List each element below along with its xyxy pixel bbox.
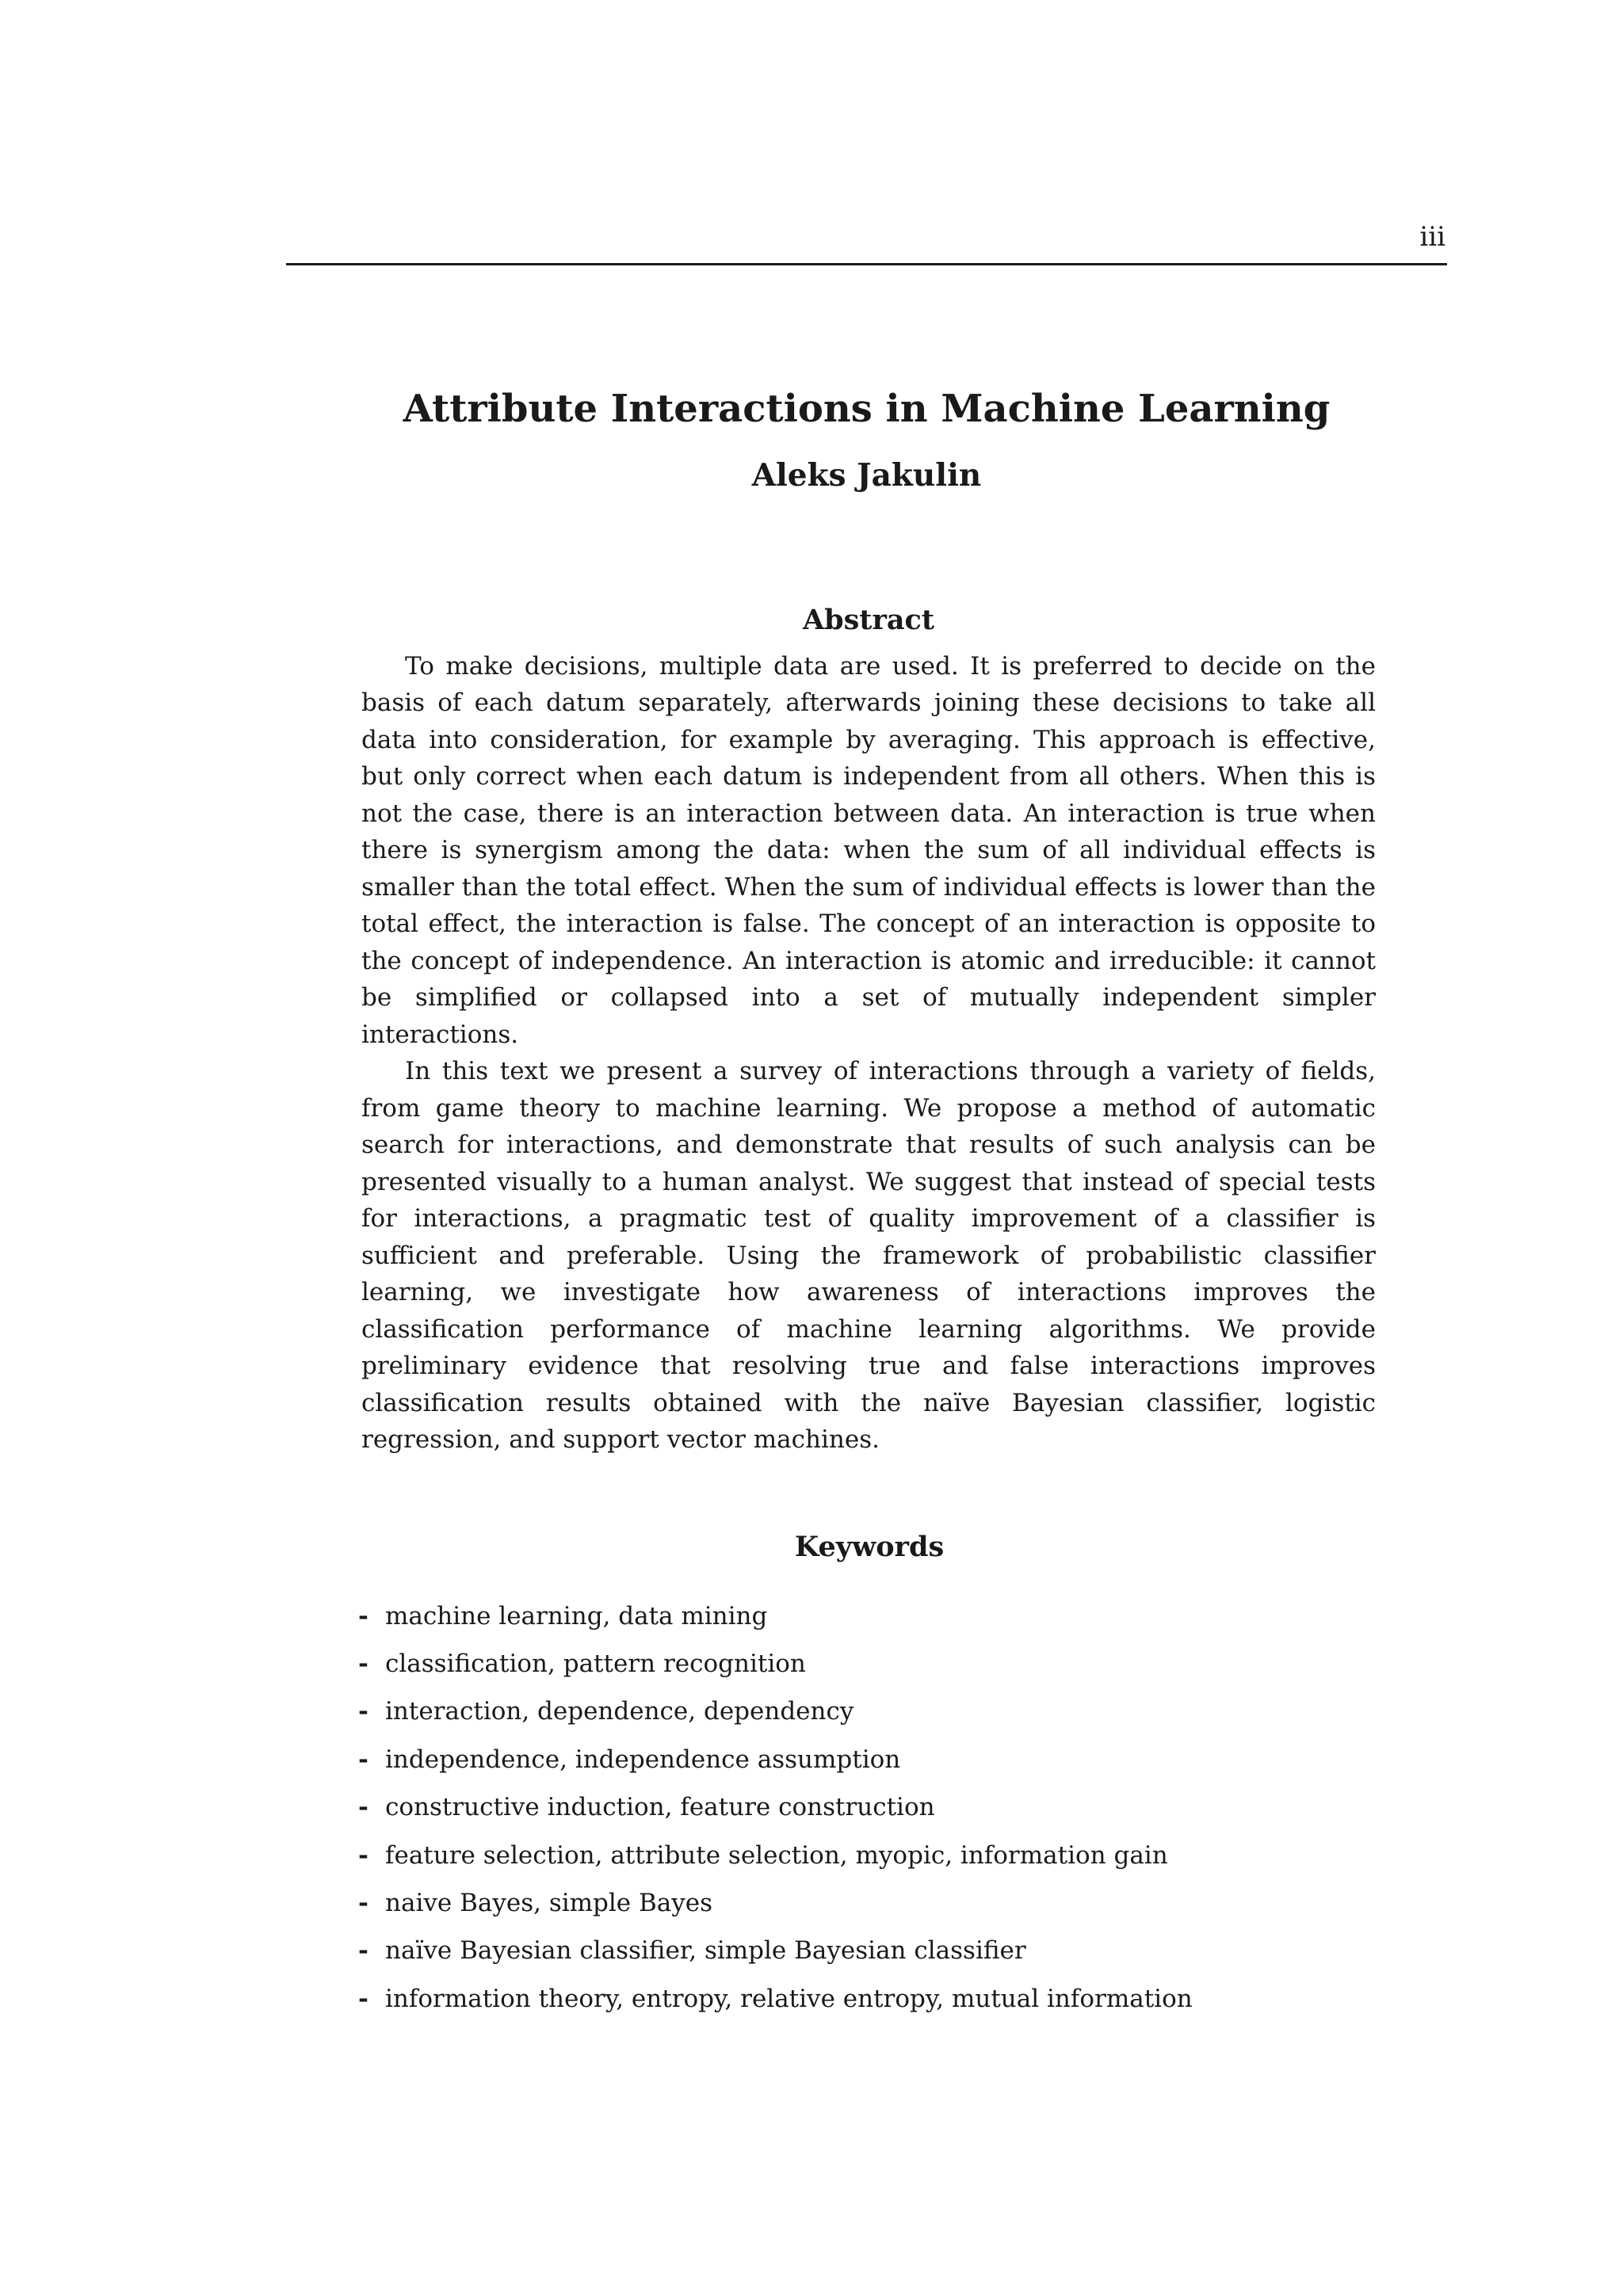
keyword-item <box>358 1592 1381 1640</box>
keyword-text: feature selection, attribute selection, myopic, information gain <box>385 1840 1168 1870</box>
author-name: Aleks Jakulin <box>751 457 982 494</box>
keyword-text: naïve Bayesian classifier, simple Bayesian classifier <box>385 1936 1026 1966</box>
keyword-text: classification, pattern recognition <box>385 1649 806 1678</box>
keyword-item <box>358 1927 1381 1974</box>
abstract-paragraph-1: To make decisions, multiple data are used. It is preferred to decide on the basis of each datum separately, afterwards joining these decisions to take all data into consideration, for example by averaging. This approach is effective, but only correct when each datum is independent from all others. When this is not the case, there is an interaction between data. An interaction is true when there is synergism among the data: when the sum of all individual effects is smaller than the total effect. When the sum of individual effects is lower than the total effect, the interaction is false. The concept of an interaction is opposite to the concept of independence. An interaction is atomic and irreducible: it cannot be simplified or collapsed into a set of mutually independent simpler interactions. <box>361 651 1376 1049</box>
bullet-dash: - <box>358 1793 369 1822</box>
keyword-text: information theory, entropy, relative entropy, mutual information <box>385 1984 1193 2013</box>
bullet-dash: - <box>358 1888 369 1917</box>
keyword-text: machine learning, data mining <box>385 1601 768 1630</box>
keyword-item <box>358 1879 1381 1927</box>
keyword-text: naive Bayes, simple Bayes <box>385 1888 713 1917</box>
keyword-text: independence, independence assumption <box>385 1745 901 1774</box>
paper-title: Attribute Interactions in Machine Learning <box>403 387 1331 431</box>
abstract-paragraph-2: In this text we present a survey of interactions through a variety of fields, from game theory to machine learning. We propose a method of automatic search for interactions, and demonstrate that results of such analysis can be presented visually to a human analyst. We suggest that instead of special tests for interactions, a pragmatic test of quality improvement of a classifier is sufficient and preferable. Using the framework of probabilistic classifier learning, we investigate how awareness of interactions improves the classification performance of machine learning algorithms. We provide preliminary evidence that resolving true and false interactions improves classification results obtained with the naïve Bayesian classifier, logistic regression, and support vector machines. <box>361 1057 1376 1454</box>
page-number: iii <box>1419 221 1445 253</box>
keyword-item <box>358 1736 1381 1783</box>
bullet-dash: - <box>358 1840 369 1870</box>
title-block <box>286 384 1447 496</box>
keyword-text: constructive induction, feature construction <box>385 1793 935 1822</box>
bullet-dash: - <box>358 1697 369 1726</box>
header-rule <box>286 263 1447 265</box>
keyword-item <box>358 1640 1381 1688</box>
keyword-item <box>358 1688 1381 1735</box>
abstract-section <box>361 602 1376 1459</box>
bullet-dash: - <box>358 1745 369 1774</box>
bullet-dash: - <box>358 1936 369 1966</box>
keywords-section <box>358 1529 1381 2023</box>
keyword-item <box>358 1832 1381 1879</box>
keyword-text: interaction, dependence, dependency <box>385 1697 854 1726</box>
keywords-heading: Keywords <box>794 1531 945 1563</box>
keyword-item <box>358 1975 1381 2023</box>
abstract-heading: Abstract <box>802 604 935 636</box>
bullet-dash: - <box>358 1984 369 2013</box>
keyword-item <box>358 1783 1381 1831</box>
bullet-dash: - <box>358 1601 369 1630</box>
bullet-dash: - <box>358 1649 369 1678</box>
keyword-list <box>358 1592 1381 2023</box>
